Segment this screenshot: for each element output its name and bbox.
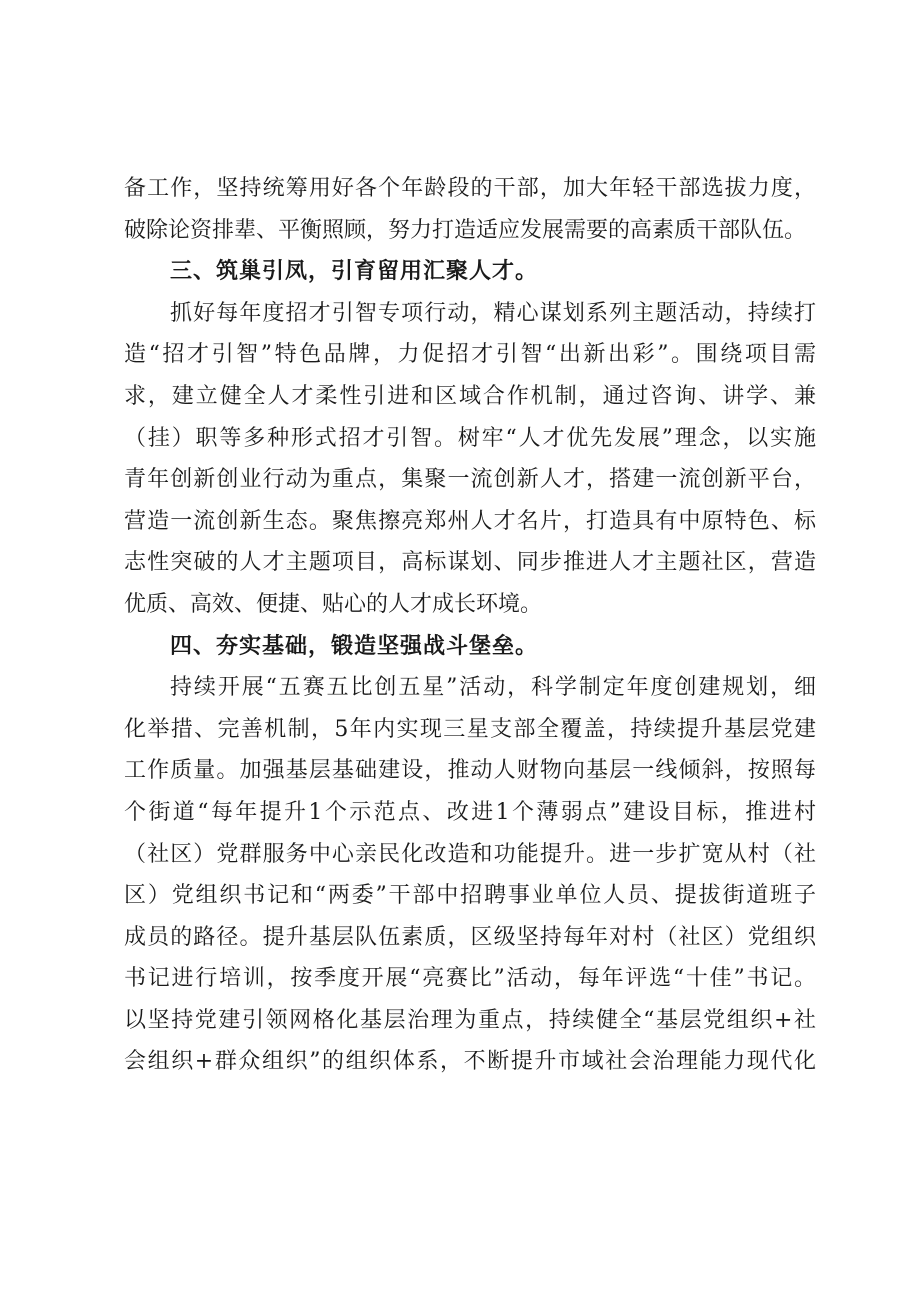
paragraph-line: （挂）职等多种形式招才引智。树牢“人才优先发展”理念，以实施	[124, 425, 816, 451]
paragraph-line: 求，建立健全人才柔性引进和区域合作机制，通过咨询、讲学、兼	[124, 383, 816, 409]
paragraph-line: 抓好每年度招才引智专项行动，精心谋划系列主题活动，持续打	[170, 300, 816, 326]
paragraph-line: 志性突破的人才主题项目，高标谋划、同步推进人才主题社区，营造	[124, 550, 816, 576]
paragraph-line: 营造一流创新生态。聚焦擦亮郑州人才名片，打造具有中原特色、标	[124, 508, 816, 534]
paragraph-line: （社区）党群服务中心亲民化改造和功能提升。进一步扩宽从村（社	[124, 841, 816, 867]
paragraph-line: 优质、高效、便捷、贴心的人才成长环境。	[124, 591, 543, 617]
paragraph-line: 会组织+群众组织”的组织体系，不断提升市域社会治理能力现代化	[124, 1049, 816, 1075]
paragraph-line: 造“招才引智”特色品牌，力促招才引智“出新出彩”。围绕项目需	[124, 342, 816, 368]
section-heading-3: 三、筑巢引凤，引育留用汇聚人才。	[170, 259, 539, 285]
document-body	[124, 168, 816, 1083]
paragraph-line: 工作质量。加强基层基础建设，推动人财物向基层一线倾斜，按照每	[124, 758, 816, 784]
paragraph-line: 化举措、完善机制，5年内实现三星支部全覆盖，持续提升基层党建	[124, 716, 816, 742]
paragraph-line: 青年创新创业行动为重点，集聚一流创新人才，搭建一流创新平台，	[124, 467, 816, 493]
paragraph-line: 区）党组织书记和“两委”干部中招聘事业单位人员、提拔街道班子	[124, 883, 816, 909]
paragraph-line: 个街道“每年提升1个示范点、改进1个薄弱点”建设目标，推进村	[124, 799, 816, 825]
paragraph-line: 书记进行培训，按季度开展“亮赛比”活动，每年评选“十佳”书记。	[124, 966, 816, 992]
paragraph-line: 持续开展“五赛五比创五星”活动，科学制定年度创建规划，细	[170, 675, 816, 701]
section-heading-4: 四、夯实基础，锻造坚强战斗堡垒。	[170, 633, 539, 659]
paragraph-line: 成员的路径。提升基层队伍素质，区级坚持每年对村（社区）党组织	[124, 924, 816, 950]
paragraph-line: 以坚持党建引领网格化基层治理为重点，持续健全“基层党组织+社	[124, 1007, 816, 1033]
paragraph-line: 备工作，坚持统筹用好各个年龄段的干部，加大年轻干部选拔力度，	[124, 176, 816, 201]
paragraph-line: 破除论资排辈、平衡照顾，努力打造适应发展需要的高素质干部队伍。	[124, 217, 807, 243]
